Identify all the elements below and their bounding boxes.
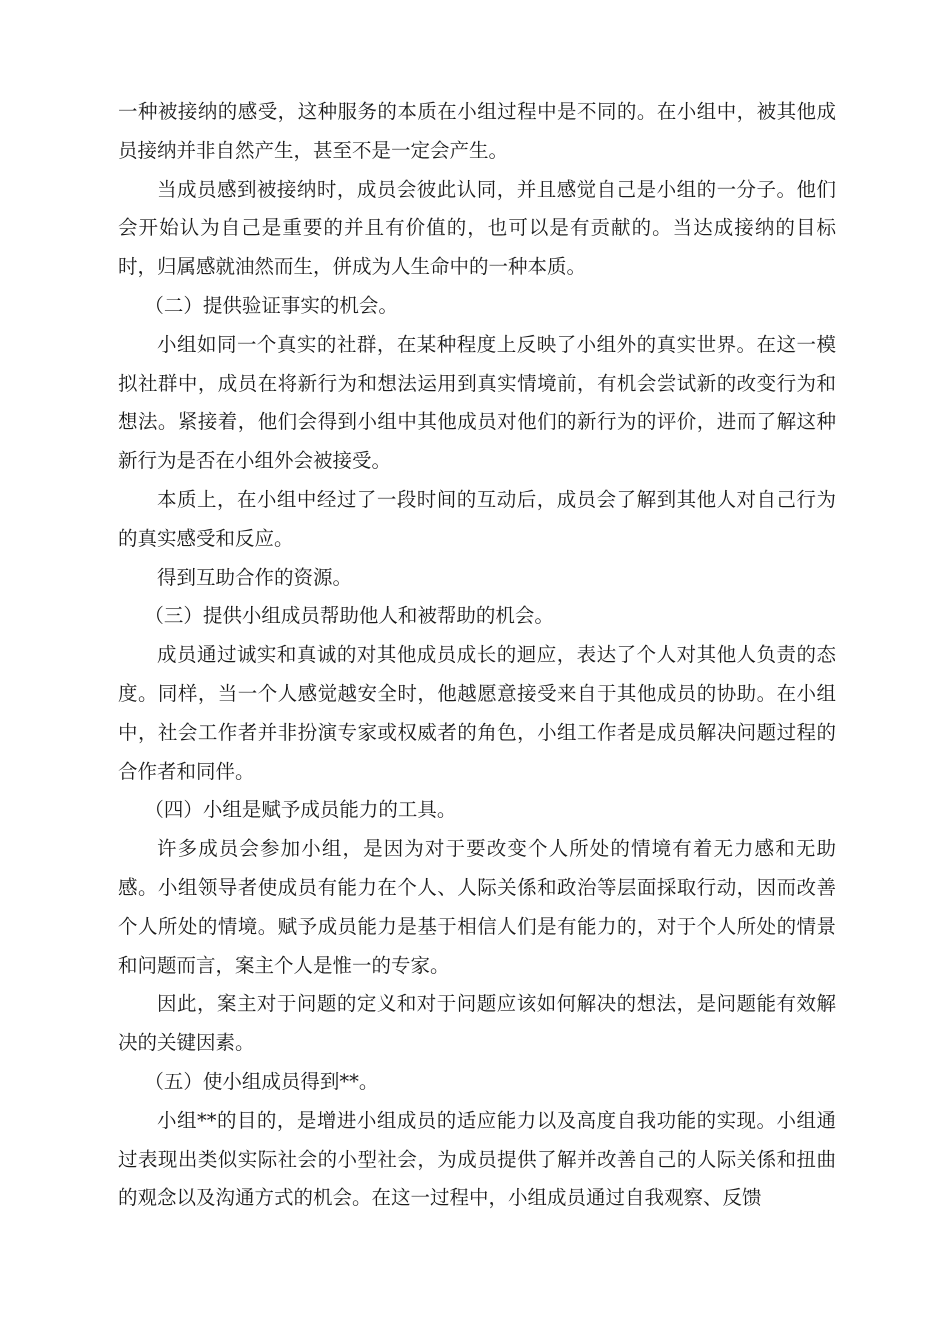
section-heading: （三）提供小组成员帮助他人和被帮助的机会。 [144, 604, 554, 628]
paragraph: 许多成员会参加小组，是因为对于要改变个人所处的情境有着无力感和无助感。小组领导者使成员有能力在个人、人际关係和政治等层面採取行动，因而改善个人所处的情境。赋予成员能力是基于相信人们是有能力的，对于个人所处的情景和问题而言，案主个人是惟一的专家。 [118, 837, 836, 977]
section-heading: （二）提供验证事实的机会。 [144, 293, 398, 317]
paragraph: 本质上，在小组中经过了一段时间的互动后，成员会了解到其他人对自己行为的真实感受和反应。 [118, 487, 836, 550]
paragraph: 当成员感到被接纳时，成员会彼此认同，并且感觉自己是小组的一分子。他们会开始认为自己是重要的并且有价值的，也可以是有贡献的。当达成接纳的目标时，归属感就油然而生，併成为人生命中的一种本质。 [118, 177, 836, 279]
paragraph: 成员通过诚实和真诚的对其他成员成长的迴应，表达了个人对其他人负责的态度。同样，当一个人感觉越安全时，他越愿意接受来自于其他成员的协助。在小组中，社会工作者并非扮演专家或权威者的角色，小组工作者是成员解决问题过程的合作者和同伴。 [118, 643, 836, 783]
paragraph: 因此，案主对于问题的定义和对于问题应该如何解决的想法，是问题能有效解决的关键因素。 [118, 992, 836, 1055]
section-heading: （四）小组是赋予成员能力的工具。 [144, 798, 457, 822]
document-page [118, 93, 836, 1218]
paragraph: 一种被接纳的感受，这种服务的本质在小组过程中是不同的。在小组中，被其他成员接纳并非自然产生，甚至不是一定会产生。 [118, 100, 836, 162]
section-heading: （五）使小组成员得到**。 [144, 1069, 379, 1093]
paragraph: 得到互助合作的资源。 [157, 565, 353, 589]
paragraph: 小组**的目的，是增进小组成员的适应能力以及高度自我功能的实现。小组通过表现出类似实际社会的小型社会，为成员提供了解并改善自己的人际关係和扭曲的观念以及沟通方式的机会。在这一过程中，小组成员通过自我观察、反馈 [118, 1108, 836, 1210]
paragraph: 小组如同一个真实的社群，在某种程度上反映了小组外的真实世界。在这一模拟社群中，成员在将新行为和想法运用到真实情境前，有机会尝试新的改变行为和想法。紧接着，他们会得到小组中其他成员对他们的新行为的评价，进而了解这种新行为是否在小组外会被接受。 [118, 332, 836, 473]
